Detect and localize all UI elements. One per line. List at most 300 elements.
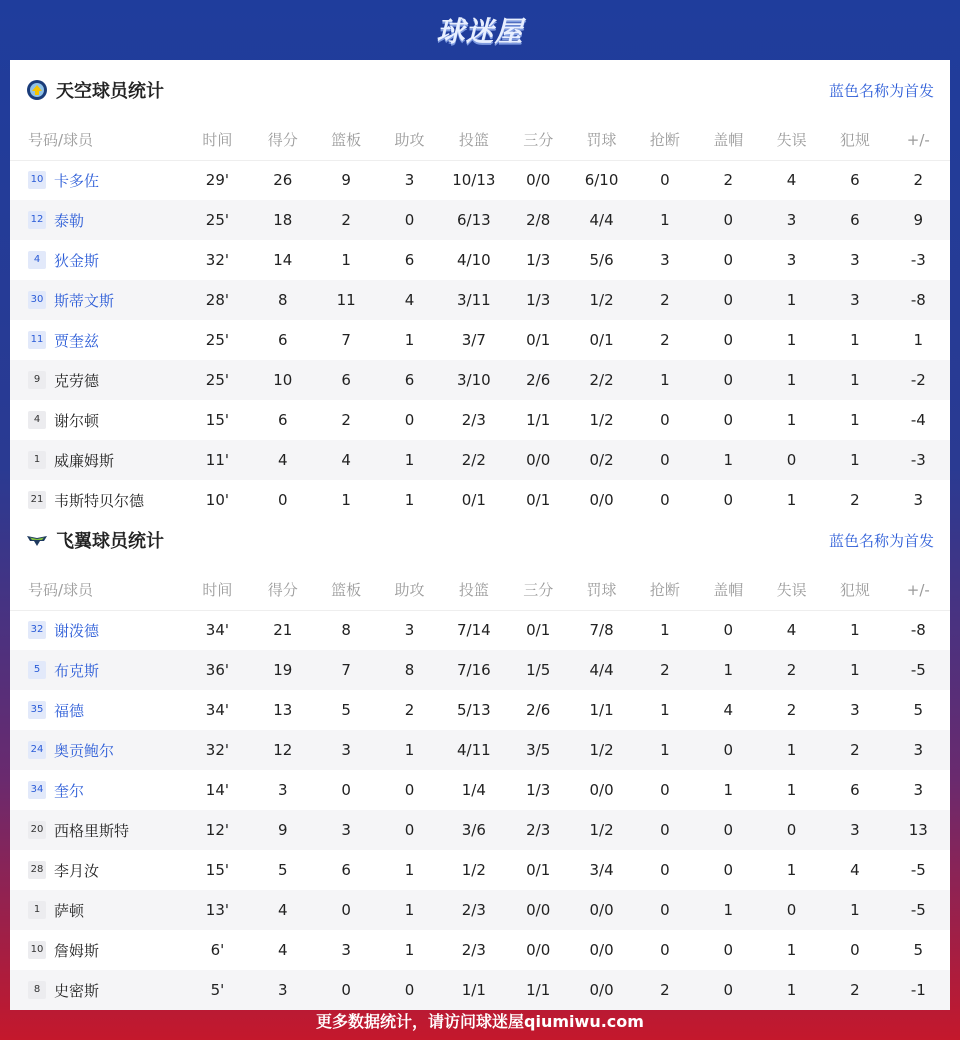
jersey-number-badge: 10 — [28, 171, 46, 189]
stat-cell: 2/3 — [461, 941, 486, 959]
stat-cell: 1 — [786, 331, 797, 349]
stat-cell: 1 — [760, 280, 823, 320]
stat-cell: 6 — [278, 331, 288, 349]
player-row[interactable] — [10, 280, 950, 320]
stat-cell: 1 — [697, 650, 760, 690]
stat-cell: 6 — [850, 171, 860, 190]
stats-card — [10, 60, 950, 1000]
stat-cell: 0 — [697, 810, 760, 850]
player-name[interactable]: 詹姆斯 — [54, 941, 100, 960]
stat-cell: 4 — [850, 861, 860, 879]
stat-cell: 5 — [341, 701, 351, 719]
stat-cell: 3 — [850, 251, 860, 269]
stat-cell: -1 — [887, 970, 950, 1010]
player-row[interactable] — [10, 650, 950, 690]
stat-cell: 8 — [378, 650, 441, 690]
starter-legend-note: 蓝色名称为首发 — [828, 81, 934, 100]
stat-cell: 2 — [823, 970, 886, 1010]
column-header: 得分 — [251, 570, 314, 610]
stat-cell: 1 — [760, 970, 823, 1010]
stat-cell: 1/1 — [589, 701, 614, 719]
jersey-number-badge: 12 — [28, 211, 46, 229]
stat-cell: 0/0 — [507, 890, 570, 930]
column-header: 时间 — [184, 120, 251, 160]
stat-cell: 6 — [314, 360, 377, 400]
footer-link-text[interactable]: 更多数据统计，请访问球迷屋qiumiwu.com — [316, 1011, 644, 1031]
player-name[interactable]: 萨顿 — [54, 901, 85, 920]
stat-cell: 10 — [251, 360, 314, 400]
player-row[interactable] — [10, 770, 950, 810]
stat-cell: 2/3 — [441, 890, 506, 930]
stat-cell: 6 — [823, 200, 886, 240]
stat-cell: 0 — [723, 861, 733, 879]
player-name[interactable]: 卡多佐 — [54, 171, 100, 190]
player-name[interactable]: 福德 — [54, 701, 85, 720]
column-header: 失误 — [760, 120, 823, 160]
stat-cell: 1 — [378, 440, 441, 480]
stat-cell: 1/1 — [526, 411, 551, 429]
column-header: 号码/球员 — [10, 570, 184, 610]
player-name[interactable]: 韦斯特贝尔德 — [54, 491, 145, 510]
stat-cell: 2/6 — [507, 360, 570, 400]
table-header-row — [10, 570, 950, 610]
stat-cell: 1 — [823, 650, 886, 690]
jersey-number-badge: 30 — [28, 291, 46, 309]
stat-cell: 5' — [184, 970, 251, 1010]
stat-cell: 3/11 — [441, 280, 506, 320]
stat-cell: 15' — [205, 411, 229, 429]
player-row[interactable] — [10, 200, 950, 240]
stat-cell: -8 — [887, 280, 950, 320]
stat-cell: 2 — [633, 970, 696, 1010]
stat-cell: 1/5 — [507, 650, 570, 690]
stat-cell: 15' — [205, 861, 229, 879]
column-header: 罚球 — [570, 120, 633, 160]
stat-cell: 3 — [314, 810, 377, 850]
jersey-number-badge: 34 — [28, 781, 46, 799]
starter-legend-note: 蓝色名称为首发 — [828, 531, 934, 550]
stat-cell: 1 — [786, 491, 797, 509]
player-cell — [10, 160, 184, 200]
stat-cell: 3/6 — [441, 810, 506, 850]
stat-cell: 12 — [251, 730, 314, 770]
stat-cell: 1 — [660, 621, 670, 640]
player-stats-table — [10, 570, 950, 1010]
stat-cell: 13 — [273, 701, 293, 719]
table-header-row — [10, 120, 950, 160]
stat-cell: 7 — [314, 650, 377, 690]
column-header: 抢断 — [633, 570, 696, 610]
jersey-number-badge: 1 — [28, 451, 46, 469]
stat-cell: 3 — [404, 621, 415, 640]
stat-cell: 0/0 — [526, 171, 551, 190]
column-header: 犯规 — [823, 570, 886, 610]
stat-cell: 1 — [786, 941, 797, 959]
stat-cell: 1 — [786, 781, 797, 799]
stat-cell: 1 — [697, 890, 760, 930]
column-header: 盖帽 — [697, 120, 760, 160]
stat-cell: 6 — [404, 251, 415, 269]
stat-cell: 1 — [913, 331, 924, 349]
column-header: 抢断 — [633, 120, 696, 160]
jersey-number-badge: 4 — [28, 251, 46, 269]
stat-cell: 2 — [723, 171, 733, 190]
player-name[interactable]: 谢泼德 — [54, 621, 100, 640]
stat-cell: 13 — [887, 810, 950, 850]
stat-cell: 1/1 — [441, 970, 506, 1010]
stat-cell: 0 — [660, 171, 670, 190]
player-cell — [10, 650, 184, 690]
column-header: 犯规 — [823, 120, 886, 160]
stat-cell: 0/1 — [526, 861, 551, 879]
stat-cell: -5 — [887, 650, 950, 690]
stat-cell: 2/3 — [507, 810, 570, 850]
stat-cell: 3 — [823, 810, 886, 850]
stat-cell: 1/2 — [589, 411, 614, 429]
stat-cell: 11' — [184, 440, 251, 480]
stat-cell: 3 — [913, 491, 924, 509]
stat-cell: 0/0 — [570, 890, 633, 930]
stat-cell: 0/1 — [526, 621, 551, 640]
stat-cell: 1/3 — [526, 781, 551, 799]
stat-cell: 0/0 — [589, 941, 614, 959]
team-section-wings — [10, 510, 950, 1010]
player-name[interactable]: 西格里斯特 — [54, 821, 130, 840]
stat-cell: 1 — [850, 621, 860, 640]
stat-cell: 1 — [760, 730, 823, 770]
jersey-number-badge: 9 — [28, 371, 46, 389]
stat-cell: 0/0 — [526, 941, 551, 959]
stat-cell: 1 — [378, 890, 441, 930]
stat-cell: 0 — [341, 781, 351, 799]
stat-cell: 5/6 — [589, 251, 614, 269]
stat-cell: 34' — [205, 701, 229, 719]
player-name[interactable]: 谢尔顿 — [54, 411, 100, 430]
player-name[interactable]: 贾奎兹 — [54, 331, 100, 350]
stat-cell: 2 — [633, 280, 696, 320]
stat-cell: 0 — [378, 970, 441, 1010]
player-row[interactable] — [10, 440, 950, 480]
stat-cell: 3 — [251, 970, 314, 1010]
player-row[interactable] — [10, 400, 950, 440]
stat-cell: 10/13 — [452, 171, 496, 190]
stat-cell: 1/4 — [461, 781, 486, 799]
team-section-sky — [10, 60, 950, 520]
stat-cell: 1 — [697, 440, 760, 480]
stat-cell: 0/0 — [507, 440, 570, 480]
stat-cell: 0 — [660, 411, 670, 429]
stat-cell: 3 — [850, 701, 860, 719]
team-section-header — [10, 510, 950, 570]
stat-cell: 1 — [823, 890, 886, 930]
team-section-header — [10, 60, 950, 120]
player-cell — [10, 360, 184, 400]
player-row[interactable] — [10, 610, 950, 650]
stat-cell: 0 — [697, 730, 760, 770]
player-row[interactable] — [10, 360, 950, 400]
player-name[interactable]: 泰勒 — [54, 211, 85, 230]
stat-cell: 0 — [278, 491, 288, 509]
jersey-number-badge: 28 — [28, 861, 46, 879]
stat-cell: 0 — [723, 491, 733, 509]
stat-cell: 1 — [786, 411, 797, 429]
stat-cell: 0 — [723, 251, 733, 269]
stat-cell: 3/5 — [507, 730, 570, 770]
stat-cell: 1/3 — [526, 251, 551, 269]
stat-cell: 6 — [850, 781, 860, 799]
stat-cell: 2 — [341, 411, 351, 429]
stat-cell: 0 — [697, 970, 760, 1010]
stat-cell: 4 — [251, 440, 314, 480]
stat-cell: 1 — [404, 491, 415, 509]
stat-cell: -5 — [910, 861, 926, 879]
stat-cell: 2 — [913, 171, 924, 190]
stat-cell: 0 — [660, 781, 670, 799]
stat-cell: 14' — [205, 781, 229, 799]
stat-cell: 5/13 — [456, 701, 491, 719]
stat-cell: 0 — [850, 941, 860, 959]
stat-cell: 1/2 — [570, 280, 633, 320]
jersey-number-badge: 35 — [28, 701, 46, 719]
player-row[interactable] — [10, 160, 950, 200]
stat-cell: 0 — [723, 621, 733, 640]
stat-cell: 8 — [341, 621, 351, 640]
stat-cell: 3/7 — [461, 331, 486, 349]
stat-cell: 29' — [205, 171, 229, 190]
player-row[interactable] — [10, 890, 950, 930]
stat-cell: 1 — [723, 781, 733, 799]
stat-cell: 2 — [760, 650, 823, 690]
stat-cell: 2/3 — [461, 411, 486, 429]
player-cell — [10, 280, 184, 320]
stat-cell: -5 — [887, 890, 950, 930]
stat-cell: 2/6 — [526, 701, 551, 719]
stat-cell: 0 — [660, 941, 670, 959]
stat-cell: 4/11 — [441, 730, 506, 770]
stat-cell: 0/0 — [589, 491, 614, 509]
stat-cell: 4/10 — [456, 251, 491, 269]
stat-cell: 12' — [184, 810, 251, 850]
stat-cell: 1 — [341, 251, 351, 269]
stat-cell: 6 — [341, 861, 351, 879]
stat-cell: 4 — [314, 440, 377, 480]
column-header: 助攻 — [378, 120, 441, 160]
stat-cell: 3/4 — [589, 861, 614, 879]
stat-cell: 1 — [823, 360, 886, 400]
column-header: 三分 — [507, 570, 570, 610]
stat-cell: 2 — [823, 730, 886, 770]
player-name[interactable]: 斯蒂文斯 — [54, 291, 115, 310]
stat-cell: 1 — [633, 360, 696, 400]
stat-cell: 2 — [633, 650, 696, 690]
player-cell — [10, 440, 184, 480]
stat-cell: 0/1 — [526, 331, 551, 349]
stat-cell: 3 — [760, 200, 823, 240]
stat-cell: 4 — [278, 941, 288, 959]
player-name[interactable]: 史密斯 — [54, 981, 100, 1000]
stat-cell: -4 — [910, 411, 926, 429]
stat-cell: 0/1 — [526, 491, 551, 509]
stat-cell: 0/1 — [461, 491, 486, 509]
stat-cell: 0 — [633, 810, 696, 850]
player-name[interactable]: 布克斯 — [54, 661, 100, 680]
player-row[interactable] — [10, 730, 950, 770]
stat-cell: 7 — [341, 331, 351, 349]
stat-cell: 14 — [273, 251, 293, 269]
top-logo-bar — [0, 0, 960, 60]
stat-cell: 3 — [314, 730, 377, 770]
stat-cell: 2/8 — [507, 200, 570, 240]
stat-cell: 10' — [205, 491, 229, 509]
stat-cell: 2 — [850, 491, 860, 509]
player-name[interactable]: 狄金斯 — [54, 251, 100, 270]
column-header: 号码/球员 — [10, 120, 184, 160]
column-header: 三分 — [507, 120, 570, 160]
column-header: 投篮 — [441, 570, 506, 610]
column-header: 篮板 — [314, 570, 377, 610]
stat-cell: 1 — [341, 491, 351, 509]
stat-cell: 1 — [633, 730, 696, 770]
jersey-number-badge: 32 — [28, 621, 46, 639]
stat-cell: 2 — [314, 200, 377, 240]
stat-cell: 2/2 — [441, 440, 506, 480]
stat-cell: 0/2 — [570, 440, 633, 480]
stat-cell: 25' — [184, 360, 251, 400]
stat-cell: 7/8 — [589, 621, 614, 640]
column-header: 盖帽 — [697, 570, 760, 610]
player-name[interactable]: 奥贡鲍尔 — [54, 741, 115, 760]
stat-cell: 3 — [341, 941, 351, 959]
stat-cell: -3 — [887, 440, 950, 480]
stat-cell: 0 — [760, 810, 823, 850]
player-name[interactable]: 威廉姆斯 — [54, 451, 115, 470]
player-name[interactable]: 克劳德 — [54, 371, 100, 390]
stat-cell: 0 — [723, 411, 733, 429]
player-row[interactable] — [10, 240, 950, 280]
jersey-number-badge: 24 — [28, 741, 46, 759]
stat-cell: 0 — [723, 331, 733, 349]
stat-cell: 2 — [660, 331, 670, 349]
stat-cell: 0 — [697, 360, 760, 400]
stat-cell: 32' — [205, 251, 229, 269]
player-cell — [10, 320, 184, 360]
stat-cell: 0 — [697, 280, 760, 320]
stat-cell: 28' — [184, 280, 251, 320]
stat-cell: 3/10 — [441, 360, 506, 400]
stat-cell: 2/2 — [570, 360, 633, 400]
stat-cell: 26 — [273, 171, 293, 190]
player-row[interactable] — [10, 810, 950, 850]
player-row[interactable] — [10, 690, 950, 730]
stat-cell: 1 — [660, 701, 670, 719]
stat-cell: 3 — [278, 781, 288, 799]
stat-cell: 7/14 — [456, 621, 491, 640]
stat-cell: 4 — [786, 171, 797, 190]
stat-cell: 11 — [314, 280, 377, 320]
stat-cell: 5 — [913, 701, 924, 719]
stat-cell: 7/16 — [441, 650, 506, 690]
stat-cell: 2 — [404, 701, 415, 719]
stat-cell: 1 — [404, 331, 415, 349]
stat-cell: 9 — [887, 200, 950, 240]
stat-cell: 0 — [378, 810, 441, 850]
stat-cell: 3 — [823, 280, 886, 320]
column-header: 时间 — [184, 570, 251, 610]
column-header: 助攻 — [378, 570, 441, 610]
stat-cell: 0 — [314, 890, 377, 930]
team-section-title: 天空球员统计 — [56, 81, 164, 102]
stat-cell: 1 — [378, 730, 441, 770]
stat-cell: 4 — [378, 280, 441, 320]
stat-cell: 0 — [760, 440, 823, 480]
player-name[interactable]: 李月汝 — [54, 861, 100, 880]
sky-team-logo-icon — [26, 79, 48, 101]
player-row[interactable] — [10, 850, 950, 890]
stat-cell: 9 — [341, 171, 351, 190]
column-header: 投篮 — [441, 120, 506, 160]
stat-cell: 8 — [251, 280, 314, 320]
player-name[interactable]: 奎尔 — [54, 781, 85, 800]
stat-cell: 1/2 — [461, 861, 486, 879]
stat-cell: 1/1 — [507, 970, 570, 1010]
stat-cell: 1 — [633, 200, 696, 240]
column-header: 罚球 — [570, 570, 633, 610]
stat-cell: 1 — [823, 440, 886, 480]
jersey-number-badge: 4 — [28, 411, 46, 429]
stat-cell: 34' — [205, 621, 229, 640]
stat-cell: 1 — [404, 941, 415, 959]
player-cell — [10, 850, 184, 890]
stat-cell: 1 — [850, 411, 860, 429]
stat-cell: 25' — [205, 331, 229, 349]
stat-cell: 3 — [786, 251, 797, 269]
stat-cell: 6/10 — [584, 171, 619, 190]
site-logo[interactable]: 球迷屋 — [436, 15, 524, 48]
jersey-number-badge: 21 — [28, 491, 46, 509]
stat-cell: -3 — [910, 251, 926, 269]
player-cell — [10, 890, 184, 930]
stat-cell: 0/1 — [589, 331, 614, 349]
stat-cell: 36' — [184, 650, 251, 690]
player-cell — [10, 610, 184, 650]
stat-cell: 6/13 — [441, 200, 506, 240]
stat-cell: 3 — [404, 171, 415, 190]
stat-cell: 1/2 — [570, 730, 633, 770]
jersey-number-badge: 11 — [28, 331, 46, 349]
stat-cell: 0 — [697, 200, 760, 240]
player-cell — [10, 400, 184, 440]
stat-cell: 32' — [184, 730, 251, 770]
stat-cell: 0 — [723, 941, 733, 959]
stat-cell: 19 — [251, 650, 314, 690]
stat-cell: 0 — [660, 861, 670, 879]
player-row[interactable] — [10, 930, 950, 970]
player-row[interactable] — [10, 320, 950, 360]
stat-cell: 1/2 — [570, 810, 633, 850]
stat-cell: 0 — [633, 440, 696, 480]
stat-cell: 4 — [723, 701, 733, 719]
stat-cell: -2 — [887, 360, 950, 400]
stat-cell: 21 — [273, 621, 293, 640]
footer-banner — [0, 1000, 960, 1040]
stat-cell: 6 — [278, 411, 288, 429]
stat-cell: 4/4 — [570, 650, 633, 690]
player-cell — [10, 770, 184, 810]
player-cell — [10, 810, 184, 850]
column-header: 篮板 — [314, 120, 377, 160]
stat-cell: 0 — [633, 890, 696, 930]
stat-cell: 2 — [786, 701, 797, 719]
